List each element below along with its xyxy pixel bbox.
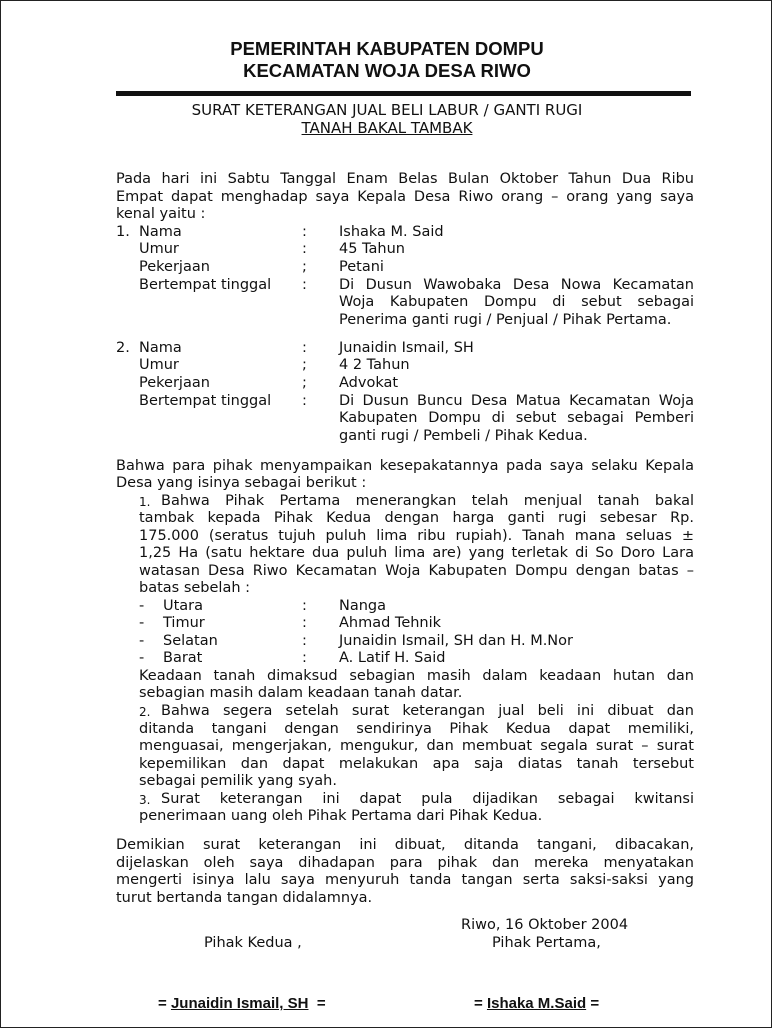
boundary-dash: - <box>139 615 145 631</box>
point-2-number: 2. <box>139 705 151 719</box>
party-1-address-line: Di Dusun Wawobaka Desa Nowa Kecamatan <box>339 277 694 293</box>
header-rule <box>116 91 691 96</box>
party-2-name: Junaidin Ismail, SH <box>339 340 474 356</box>
closing-line: turut bertanda tangan didalamnya. <box>116 890 373 906</box>
point-2-line: kepemilikan dan dapat melakukan apa saja diatas tanah tersebut <box>139 756 694 772</box>
point-3-number: 3. <box>139 793 151 807</box>
place-date: Riwo, 16 Oktober 2004 <box>461 917 629 933</box>
closing-line: dijelaskan oleh saya dihadapan para pihak dan mereka menyatakan <box>116 855 694 871</box>
point-2-line: Bahwa segera setelah surat keterangan jual beli ini dibuat dan <box>161 703 694 719</box>
boundary-colon: : <box>302 650 307 666</box>
boundary-dash: - <box>139 633 145 649</box>
point-2-line: ditanda tangani dengan sendirinya Pihak Kedua dapat memiliki, <box>139 721 694 737</box>
boundary-value: Ahmad Tehnik <box>339 615 442 631</box>
signature-right-prefix: = <box>474 995 487 1012</box>
signature-role-left: Pihak Kedua , <box>204 935 302 951</box>
boundary-value: Nanga <box>339 598 387 614</box>
header-line-2: KECAMATAN WOJA DESA RIWO <box>243 60 531 81</box>
agreement-intro-line: Bahwa para pihak menyampaikan kesepakatannya pada saya selaku Kepala <box>116 458 694 474</box>
field-label: Pekerjaan <box>139 375 210 391</box>
party-2-address-line: ganti rugi / Pembeli / Pihak Kedua. <box>339 428 588 444</box>
point-3-line: Surat keterangan ini dapat pula dijadikan sebagai kwitansi <box>161 791 694 807</box>
signatory-right-name: Ishaka M.Said <box>486 995 587 1012</box>
point-2-line: menguasai, mengerjakan, mengukur, dan membuat segala surat – surat <box>139 738 694 754</box>
signature-name-right <box>474 995 599 1012</box>
field-colon: ; <box>302 357 307 373</box>
land-state-line: sebagian masih dalam keadaan tanah datar. <box>139 685 463 701</box>
party-2-age: 4 2 Tahun <box>339 357 410 373</box>
field-label: Umur <box>139 241 179 257</box>
intro-line: kenal yaitu : <box>116 206 206 222</box>
subject-line-2 <box>1 119 772 137</box>
party-2-occupation: Advokat <box>339 375 399 391</box>
party-1-address-line: Penerima ganti rugi / Penjual / Pihak Pertama. <box>339 312 672 328</box>
point-1-line: 1,25 Ha (satu hektare dua puluh lima are) yang terletak di So Doro Lara <box>139 545 694 561</box>
boundary-dash: - <box>139 598 145 614</box>
field-label: Nama <box>139 224 182 240</box>
boundary-colon: : <box>302 598 307 614</box>
boundary-colon: : <box>302 633 307 649</box>
intro-line: Pada hari ini Sabtu Tanggal Enam Belas Bulan Oktober Tahun Dua Ribu <box>116 171 694 187</box>
field-label: Umur <box>139 357 179 373</box>
land-state-line: Keadaan tanah dimaksud sebagian masih dalam keadaan hutan dan <box>139 668 694 684</box>
party-1-address-line: Woja Kabupaten Dompu di sebut sebagai <box>339 294 694 310</box>
boundary-dash: - <box>139 650 145 666</box>
field-colon: : <box>302 340 307 356</box>
party-1-name: Ishaka M. Said <box>339 224 444 240</box>
field-label: Nama <box>139 340 182 356</box>
field-label: Pekerjaan <box>139 259 210 275</box>
signature-left-suffix: = <box>308 995 326 1012</box>
point-1-line: watasan Desa Riwo Kecamatan Woja Kabupaten Dompu dengan batas – <box>139 563 694 579</box>
field-label: Bertempat tinggal <box>139 393 272 409</box>
field-colon: : <box>302 224 307 240</box>
point-1-line: 175.000 (seratus tujuh puluh lima ribu rupiah). Tanah mana seluas ± <box>139 528 694 544</box>
point-2-line: sebagai pemilik yang syah. <box>139 773 337 789</box>
field-colon: ; <box>302 259 307 275</box>
party-2-address-line: Kabupaten Dompu di sebut sebagai Pemberi <box>339 410 694 426</box>
subject-line-1: SURAT KETERANGAN JUAL BELI LABUR / GANTI RUGI <box>191 101 583 119</box>
closing-line: Demikian surat keterangan ini dibuat, ditanda tangani, dibacakan, <box>116 837 694 853</box>
point-3-line: penerimaan uang oleh Pihak Pertama dari Pihak Kedua. <box>139 808 543 824</box>
party-1-age: 45 Tahun <box>339 241 405 257</box>
field-colon: : <box>302 393 307 409</box>
signatory-left-name: Junaidin Ismail, SH <box>170 995 309 1012</box>
boundary-label: Timur <box>163 615 205 631</box>
point-1-line: Bahwa Pihak Pertama menerangkan telah menjual tanah bakal <box>161 493 694 509</box>
point-1-line: tambak kepada Pihak Kedua dengan harga ganti rugi sebesar Rp. <box>139 510 694 526</box>
point-1-number: 1. <box>139 495 151 509</box>
field-colon: ; <box>302 375 307 391</box>
agreement-intro-line: Desa yang isinya sebagai berikut : <box>116 475 367 491</box>
closing-line: mengerti isinya lalu saya menyuruh tanda tangan serta saksi-saksi yang <box>116 872 694 888</box>
header-line-1: PEMERINTAH KABUPATEN DOMPU <box>230 38 544 59</box>
party-1-number: 1. <box>116 224 130 240</box>
signature-name-left <box>158 995 326 1012</box>
boundary-label: Selatan <box>163 633 218 649</box>
party-2-number: 2. <box>116 340 130 356</box>
party-2-address-line: Di Dusun Buncu Desa Matua Kecamatan Woja <box>339 393 694 409</box>
signature-left-prefix: = <box>158 995 171 1012</box>
intro-line: Empat dapat menghadap saya Kepala Desa Riwo orang – orang yang saya <box>116 189 694 205</box>
party-1-occupation: Petani <box>339 259 384 275</box>
field-label: Bertempat tinggal <box>139 277 272 293</box>
signature-right-suffix: = <box>586 995 600 1012</box>
field-colon: : <box>302 241 307 257</box>
subject-underlined: TANAH BAKAL TAMBAK <box>301 119 473 137</box>
boundary-label: Utara <box>163 598 204 614</box>
boundary-value: Junaidin Ismail, SH dan H. M.Nor <box>339 633 573 649</box>
boundary-label: Barat <box>163 650 203 666</box>
boundary-colon: : <box>302 615 307 631</box>
point-1-line: batas sebelah : <box>139 580 251 596</box>
signature-role-right: Pihak Pertama, <box>492 935 601 951</box>
boundary-value: A. Latif H. Said <box>339 650 446 666</box>
field-colon: : <box>302 277 307 293</box>
